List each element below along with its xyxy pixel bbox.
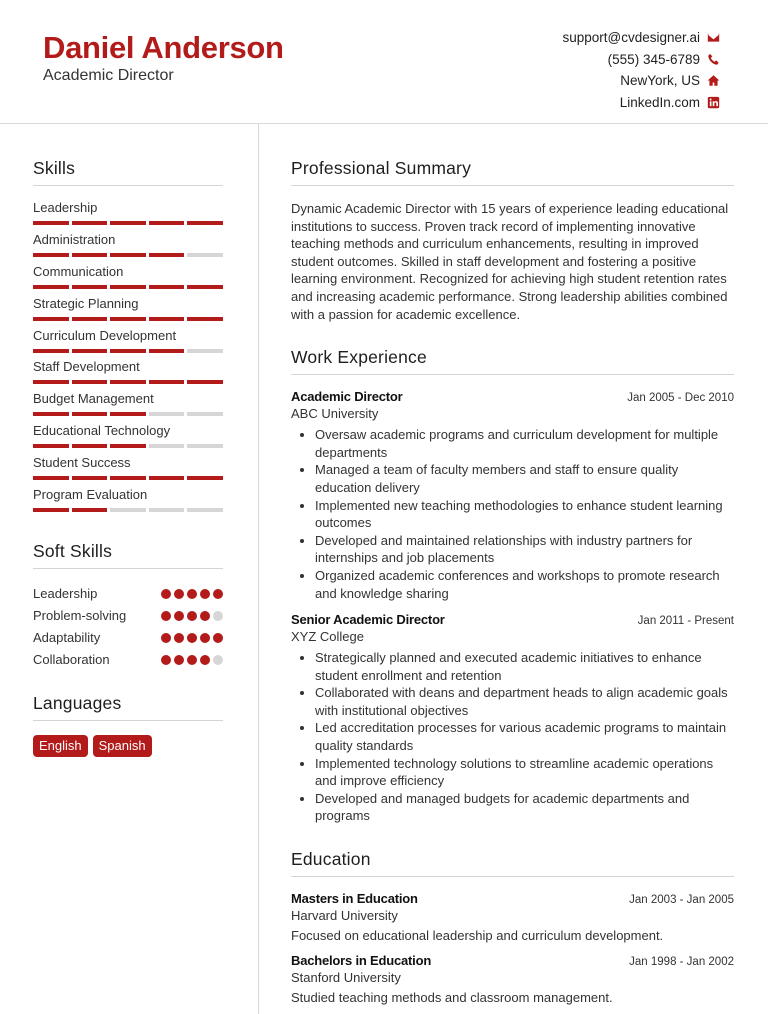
- soft-skill-name: Collaboration: [33, 652, 110, 668]
- skill-item: [33, 391, 223, 423]
- skills-section: [33, 158, 223, 519]
- education-date: Jan 1998 - Jan 2002: [629, 956, 734, 969]
- skill-bar-segment: [110, 317, 146, 321]
- job-bullet: • Developed and maintained relationships with industry partners for internships and job placements: [315, 532, 734, 567]
- rating-dot: [161, 633, 171, 643]
- soft-skill-name: Adaptability: [33, 630, 101, 646]
- experience-title: Work Experience: [291, 347, 734, 375]
- job-bullet: • Led accreditation processes for various academic programs to maintain quality standards: [315, 719, 734, 754]
- soft-skill-rating: [161, 633, 223, 643]
- skill-bar-segment: [110, 349, 146, 353]
- rating-dot: [161, 611, 171, 621]
- skill-level-bar: [33, 476, 223, 480]
- rating-dot: [213, 611, 223, 621]
- skill-name: Budget Management: [33, 391, 154, 407]
- skill-bar-segment: [110, 508, 146, 512]
- soft-skill-name: Leadership: [33, 586, 98, 602]
- education-entry: [291, 953, 734, 1005]
- skill-name: Program Evaluation: [33, 487, 148, 503]
- rating-dot: [200, 633, 210, 643]
- skill-item: [33, 423, 223, 455]
- skill-level-bar: [33, 380, 223, 384]
- education-school: Harvard University: [291, 908, 398, 924]
- home-icon: [707, 74, 720, 87]
- contact-linkedin-text: LinkedIn.com: [619, 94, 700, 110]
- rating-dot: [200, 655, 210, 665]
- rating-dot: [200, 589, 210, 599]
- skills-list: [33, 200, 223, 519]
- skill-bar-segment: [72, 508, 108, 512]
- skill-bar-segment: [187, 317, 223, 321]
- skill-item: [33, 296, 223, 328]
- job-bullet: • Strategically planned and executed academic initiatives to enhance student enrollment and retention: [315, 649, 734, 684]
- column-divider: [258, 124, 259, 1014]
- job-entry: [291, 612, 734, 825]
- languages-list: [33, 735, 223, 757]
- rating-dot: [187, 655, 197, 665]
- skill-level-bar: [33, 221, 223, 225]
- skill-bar-segment: [149, 349, 185, 353]
- job-bullet: • Managed a team of faculty members and staff to ensure quality education delivery: [315, 461, 734, 496]
- rating-dot: [161, 589, 171, 599]
- skill-item: [33, 200, 223, 232]
- job-entry: [291, 389, 734, 602]
- job-organization: ABC University: [291, 406, 379, 422]
- skill-bar-segment: [72, 349, 108, 353]
- skill-level-bar: [33, 412, 223, 416]
- job-title: Academic Director: [291, 389, 403, 405]
- skill-bar-segment: [187, 253, 223, 257]
- soft-skills-list: [33, 583, 223, 671]
- contact-email[interactable]: [562, 27, 720, 49]
- skill-bar-segment: [72, 285, 108, 289]
- job-date: Jan 2011 - Present: [637, 615, 734, 628]
- experience-list: [291, 389, 734, 825]
- rating-dot: [174, 589, 184, 599]
- skill-bar-segment: [33, 476, 69, 480]
- skill-bar-segment: [149, 444, 185, 448]
- contact-linkedin[interactable]: [562, 92, 720, 114]
- rating-dot: [213, 655, 223, 665]
- job-bullet: • Oversaw academic programs and curriculum development for multiple departments: [315, 426, 734, 461]
- skill-bar-segment: [33, 444, 69, 448]
- job-bullet: • Collaborated with deans and department heads to align academic goals with institutional objectives: [315, 684, 734, 719]
- education-header: [291, 953, 734, 968]
- job-date: Jan 2005 - Dec 2010: [627, 392, 734, 405]
- candidate-role: Academic Director: [43, 67, 174, 84]
- skill-bar-segment: [33, 349, 69, 353]
- skill-bar-segment: [187, 221, 223, 225]
- education-degree: Masters in Education: [291, 891, 418, 907]
- rating-dot: [187, 611, 197, 621]
- job-bullet: • Implemented new teaching methodologies to enhance student learning outcomes: [315, 497, 734, 532]
- soft-skill-item: [33, 627, 223, 649]
- job-header: [291, 389, 734, 404]
- languages-section: [33, 693, 223, 757]
- contact-location: [562, 70, 720, 92]
- contact-block: [562, 27, 720, 113]
- education-header: [291, 891, 734, 906]
- skills-title: Skills: [33, 158, 223, 186]
- skill-bar-segment: [33, 412, 69, 416]
- skill-bar-segment: [187, 508, 223, 512]
- education-description: Focused on educational leadership and curriculum development.: [291, 928, 664, 944]
- job-bullet: • Organized academic conferences and workshops to promote research and knowledge sharing: [315, 567, 734, 602]
- skill-bar-segment: [149, 380, 185, 384]
- skill-level-bar: [33, 285, 223, 289]
- skill-bar-segment: [110, 380, 146, 384]
- skill-bar-segment: [149, 508, 185, 512]
- skill-bar-segment: [110, 444, 146, 448]
- summary-section: [291, 158, 734, 323]
- language-chip: English: [33, 735, 88, 757]
- skill-bar-segment: [72, 253, 108, 257]
- phone-icon: [707, 53, 720, 66]
- languages-title: Languages: [33, 693, 223, 721]
- job-bullets: [291, 649, 734, 825]
- skill-bar-segment: [149, 221, 185, 225]
- skill-bar-segment: [72, 412, 108, 416]
- skill-level-bar: [33, 349, 223, 353]
- skill-bar-segment: [33, 380, 69, 384]
- job-organization: XYZ College: [291, 629, 364, 645]
- rating-dot: [174, 611, 184, 621]
- skill-bar-segment: [187, 444, 223, 448]
- skill-name: Educational Technology: [33, 423, 171, 439]
- skill-bar-segment: [187, 476, 223, 480]
- skill-bar-segment: [110, 253, 146, 257]
- skill-bar-segment: [72, 317, 108, 321]
- job-bullet: • Developed and managed budgets for academic departments and programs: [315, 790, 734, 825]
- rating-dot: [161, 655, 171, 665]
- skill-name: Student Success: [33, 455, 131, 471]
- skill-bar-segment: [110, 221, 146, 225]
- linkedin-icon: [707, 96, 720, 109]
- skill-name: Strategic Planning: [33, 295, 139, 311]
- skill-bar-segment: [72, 476, 108, 480]
- skill-bar-segment: [187, 412, 223, 416]
- skill-bar-segment: [33, 253, 69, 257]
- language-chip: Spanish: [93, 735, 152, 757]
- skill-level-bar: [33, 444, 223, 448]
- soft-skill-name: Problem-solving: [33, 608, 127, 624]
- education-title: Education: [291, 849, 734, 877]
- job-header: [291, 612, 734, 627]
- skill-item: [33, 455, 223, 487]
- skill-name: Communication: [33, 263, 124, 279]
- experience-section: [291, 347, 734, 825]
- education-description: Studied teaching methods and classroom management.: [291, 990, 613, 1006]
- soft-skill-item: [33, 583, 223, 605]
- skill-name: Curriculum Development: [33, 327, 177, 343]
- skill-item: [33, 487, 223, 519]
- skill-name: Leadership: [33, 200, 98, 215]
- skill-name: Staff Development: [33, 359, 140, 375]
- rating-dot: [187, 589, 197, 599]
- envelope-icon: [707, 31, 720, 44]
- contact-phone-text: (555) 345-6789: [607, 51, 700, 67]
- skill-item: [33, 359, 223, 391]
- candidate-name: Daniel Anderson: [43, 30, 284, 65]
- skill-bar-segment: [149, 253, 185, 257]
- skill-item: [33, 232, 223, 264]
- skill-bar-segment: [187, 285, 223, 289]
- education-date: Jan 2003 - Jan 2005: [629, 894, 734, 907]
- skill-bar-segment: [110, 476, 146, 480]
- education-degree: Bachelors in Education: [291, 953, 432, 969]
- contact-email-text: support@cvdesigner.ai: [562, 30, 700, 46]
- soft-skill-rating: [161, 589, 223, 599]
- skill-level-bar: [33, 253, 223, 257]
- contact-location-text: NewYork, US: [620, 73, 700, 89]
- rating-dot: [200, 611, 210, 621]
- job-bullet: • Implemented technology solutions to streamline academic operations and improve efficiency: [315, 755, 734, 790]
- education-list: [291, 891, 734, 1005]
- soft-skill-rating: [161, 655, 223, 665]
- skill-bar-segment: [33, 317, 69, 321]
- education-school: Stanford University: [291, 970, 401, 986]
- skill-bar-segment: [149, 476, 185, 480]
- contact-phone[interactable]: [562, 49, 720, 71]
- rating-dot: [174, 633, 184, 643]
- skill-level-bar: [33, 317, 223, 321]
- resume-header: [0, 0, 768, 124]
- skill-bar-segment: [110, 412, 146, 416]
- soft-skill-item: [33, 605, 223, 627]
- skill-item: [33, 264, 223, 296]
- job-title: Senior Academic Director: [291, 612, 445, 628]
- skill-bar-segment: [149, 317, 185, 321]
- education-section: [291, 849, 734, 1005]
- soft-skills-section: [33, 541, 223, 671]
- soft-skill-item: [33, 649, 223, 671]
- education-entry: [291, 891, 734, 943]
- rating-dot: [187, 633, 197, 643]
- rating-dot: [213, 589, 223, 599]
- job-bullets: [291, 426, 734, 602]
- soft-skills-title: Soft Skills: [33, 541, 223, 569]
- summary-text: Dynamic Academic Director with 15 years of experience leading educational institutions to success. Proven track record of implementing innovative teaching methods and curriculum enhancements, resulting in improved student outcomes. Skilled in staff development and fostering a positive learning environment. Recognized for achieving high student retention rates and increasing academic performance. Strong leadership abilities combined with a passion for academic excellence.: [291, 201, 729, 322]
- rating-dot: [174, 655, 184, 665]
- skill-bar-segment: [72, 380, 108, 384]
- right-column: [291, 158, 734, 1005]
- skill-bar-segment: [187, 349, 223, 353]
- summary-title: Professional Summary: [291, 158, 734, 186]
- skill-bar-segment: [149, 285, 185, 289]
- skill-bar-segment: [72, 444, 108, 448]
- skill-bar-segment: [33, 508, 69, 512]
- skill-bar-segment: [110, 285, 146, 289]
- rating-dot: [213, 633, 223, 643]
- skill-item: [33, 328, 223, 360]
- skill-bar-segment: [187, 380, 223, 384]
- skill-bar-segment: [149, 412, 185, 416]
- skill-name: Administration: [33, 231, 116, 247]
- skill-bar-segment: [33, 221, 69, 225]
- left-column: [33, 158, 223, 757]
- skill-bar-segment: [72, 221, 108, 225]
- soft-skill-rating: [161, 611, 223, 621]
- skill-bar-segment: [33, 285, 69, 289]
- skill-level-bar: [33, 508, 223, 512]
